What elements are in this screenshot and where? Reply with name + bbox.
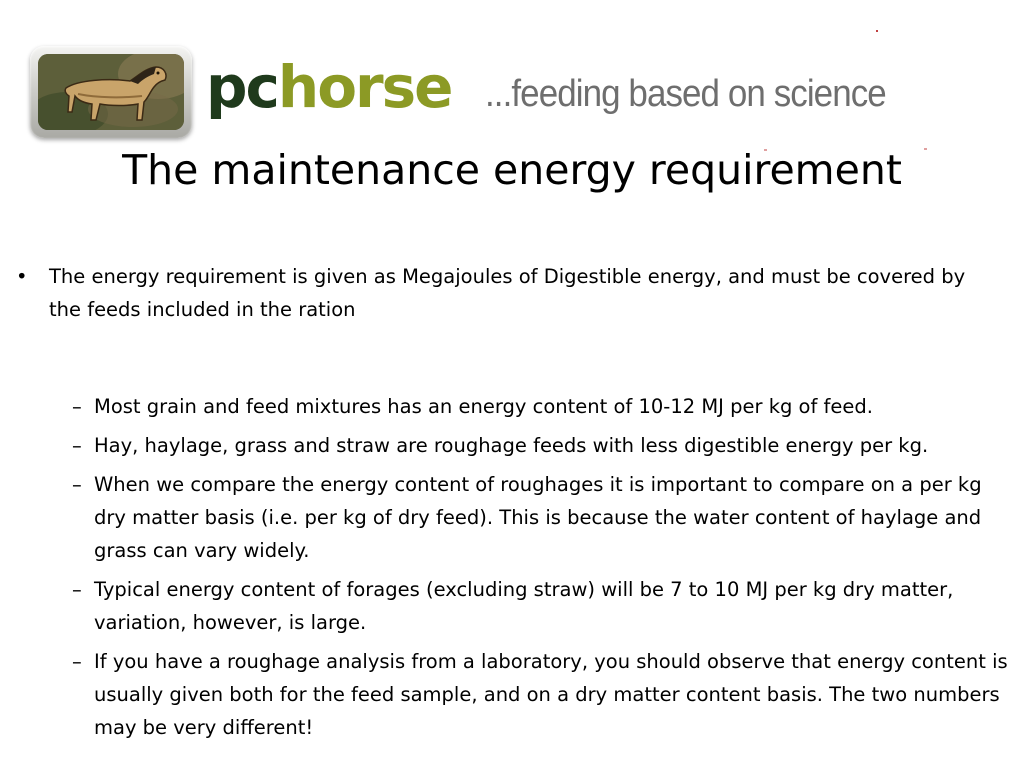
logo-tagline: ...feeding based on science xyxy=(485,73,886,115)
dash-marker: – xyxy=(72,650,82,673)
dash-marker: – xyxy=(72,473,82,496)
logo-horse-text: horse xyxy=(277,53,452,121)
dash-marker: – xyxy=(72,434,82,457)
slide-title: The maintenance energy requirement xyxy=(122,146,902,194)
sub-bullet xyxy=(72,645,1012,744)
logo-wordmark xyxy=(206,52,452,122)
pchorse-logo-banner xyxy=(28,44,918,140)
sub-bullet xyxy=(72,573,1012,639)
sub-bullet xyxy=(72,390,1012,423)
logo-badge xyxy=(30,46,192,138)
dash-marker: – xyxy=(72,395,82,418)
logo-pc-text: pc xyxy=(206,53,278,121)
sub-bullet-text: If you have a roughage analysis from a laboratory, you should observe that energy content is usually given both for the feed sample, and on a dry matter content basis. The two numbers may be very different! xyxy=(94,650,1008,739)
slide-body xyxy=(0,260,1024,750)
dash-marker: – xyxy=(72,578,82,601)
horse-cave-painting-icon xyxy=(38,54,184,130)
bullet-marker: • xyxy=(16,265,28,288)
sub-bullet xyxy=(72,429,1012,462)
sub-bullet-text: Most grain and feed mixtures has an energy content of 10-12 MJ per kg of feed. xyxy=(94,395,873,418)
sub-bullet-text: When we compare the energy content of roughages it is important to compare on a per kg dry matter basis (i.e. per kg of dry feed). This is because the water content of haylage and grass can vary widely. xyxy=(94,473,982,562)
main-bullet-text: The energy requirement is given as Megajoules of Digestible energy, and must be covered by the feeds included in the ration xyxy=(49,265,966,321)
sub-bullet-text: Hay, haylage, grass and straw are roughage feeds with less digestible energy per kg. xyxy=(94,434,929,457)
decorative-speck xyxy=(876,30,878,32)
sub-bullet xyxy=(72,468,1012,567)
sub-bullet-text: Typical energy content of forages (excluding straw) will be 7 to 10 MJ per kg dry matter, variation, however, is large. xyxy=(94,578,954,634)
sub-bullet-list xyxy=(0,390,1024,744)
main-bullet xyxy=(16,260,979,326)
